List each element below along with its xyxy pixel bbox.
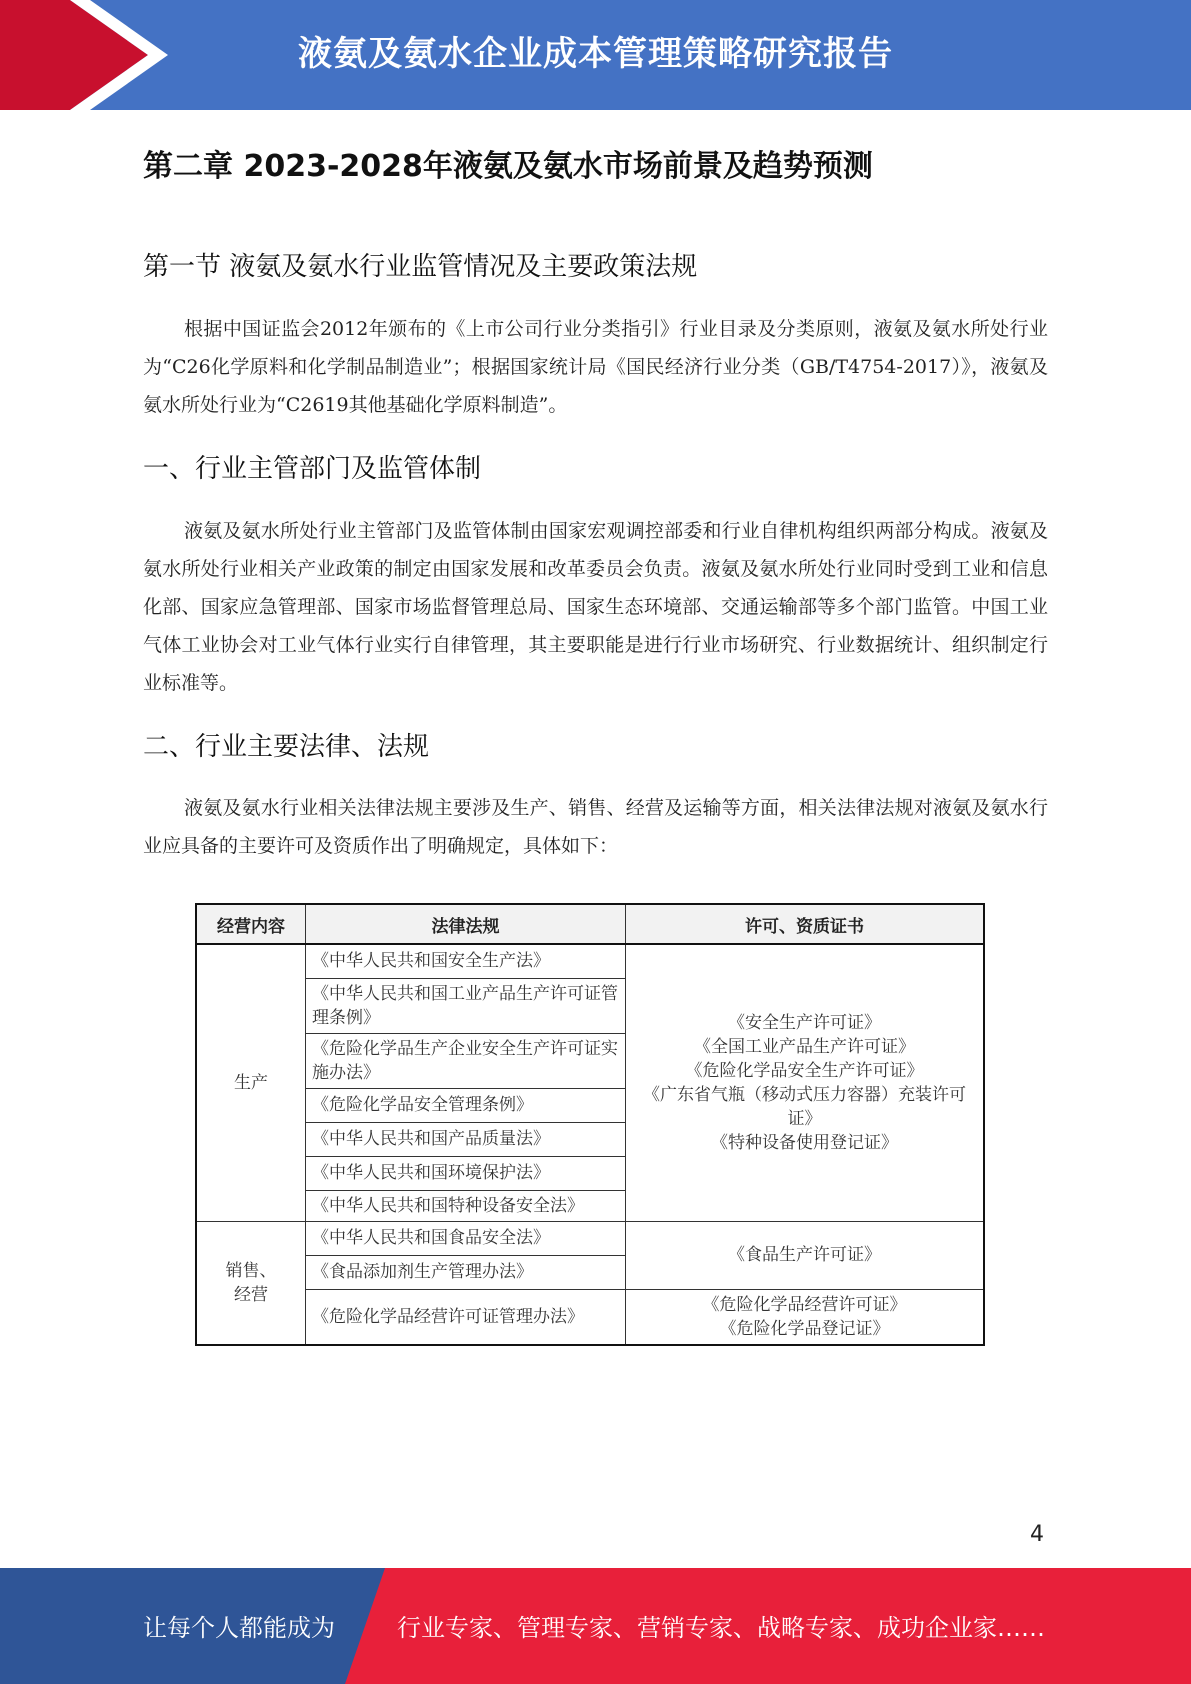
subsection-title-regulation: 一、行业主管部门及监管体制	[143, 454, 482, 484]
footer-slogan-left: 让每个人都能成为	[143, 1614, 335, 1642]
law-cell: 《中华人民共和国工业产品生产许可证管理条例》	[306, 978, 626, 1033]
license-item: 《危险化学品安全生产许可证》	[685, 1060, 924, 1081]
license-item: 《全国工业产品生产许可证》	[694, 1036, 915, 1057]
law-cell: 《中华人民共和国食品安全法》	[306, 1221, 626, 1255]
production-licenses-cell	[626, 944, 985, 1221]
hazard-licenses-cell	[626, 1289, 985, 1345]
category-sales-line1: 销售、	[225, 1260, 277, 1281]
section-title: 第一节 液氨及氨水行业监管情况及主要政策法规	[143, 252, 698, 282]
header-band	[0, 0, 1191, 110]
category-production: 生产	[196, 944, 306, 1221]
law-cell: 《中华人民共和国特种设备安全法》	[306, 1190, 626, 1221]
laws-table	[195, 903, 985, 1346]
law-cell: 《中华人民共和国环境保护法》	[306, 1156, 626, 1190]
report-title: 液氨及氨水企业成本管理策略研究报告	[298, 34, 893, 74]
law-cell: 《危险化学品经营许可证管理办法》	[306, 1289, 626, 1345]
table-header-cell: 许可、资质证书	[626, 904, 985, 944]
footer-band	[0, 1568, 1191, 1684]
table-header-cell: 经营内容	[196, 904, 306, 944]
intro-paragraph: 根据中国证监会2012年颁布的《上市公司行业分类指引》行业目录及分类原则，液氨及氨水所处行业为“C26化学原料和化学制品制造业”；根据国家统计局《国民经济行业分类（GB/T4754-2017）》，液氨及氨水所处行业为“C2619其他基础化学原料制造”。	[143, 318, 1048, 416]
footer-slogan-right: 行业专家、管理专家、营销专家、战略专家、成功企业家……	[397, 1614, 1045, 1642]
chapter-title: 第二章 2023-2028年液氨及氨水市场前景及趋势预测	[143, 149, 873, 184]
law-cell: 《中华人民共和国安全生产法》	[306, 944, 626, 978]
table-header-cell: 法律法规	[306, 904, 626, 944]
table-row	[196, 1289, 984, 1345]
license-item: 《危险化学品经营许可证》	[702, 1294, 907, 1315]
category-sales	[196, 1221, 306, 1345]
law-cell: 《食品添加剂生产管理办法》	[306, 1255, 626, 1289]
license-item: 《安全生产许可证》	[728, 1012, 881, 1033]
law-cell: 《危险化学品生产企业安全生产许可证实施办法》	[306, 1033, 626, 1088]
table-row	[196, 944, 984, 978]
table-header-row	[196, 904, 984, 944]
page-number: 4	[1030, 1522, 1044, 1547]
regulation-paragraph: 液氨及氨水所处行业主管部门及监管体制由国家宏观调控部委和行业自律机构组织两部分构成。液氨及氨水所处行业相关产业政策的制定由国家发展和改革委员会负责。液氨及氨水所处行业同时受到工业和信息化部、国家应急管理部、国家市场监督管理总局、国家生态环境部、交通运输部等多个部门监管。中国工业气体工业协会对工业气体行业实行自律管理，其主要职能是进行行业市场研究、行业数据统计、组织制定行业标准等。	[143, 520, 1048, 694]
category-sales-line2: 经营	[234, 1284, 268, 1305]
laws-paragraph: 液氨及氨水行业相关法律法规主要涉及生产、销售、经营及运输等方面，相关法律法规对液氨及氨水行业应具备的主要许可及资质作出了明确规定，具体如下：	[143, 797, 1048, 857]
law-cell: 《危险化学品安全管理条例》	[306, 1088, 626, 1122]
subsection-title-laws: 二、行业主要法律、法规	[143, 732, 430, 762]
license-item: 《广东省气瓶（移动式压力容器）充装许可证》	[643, 1084, 966, 1129]
license-item: 《危险化学品登记证》	[719, 1318, 890, 1339]
license-item: 《特种设备使用登记证》	[711, 1132, 898, 1153]
law-cell: 《中华人民共和国产品质量法》	[306, 1122, 626, 1156]
table-row	[196, 1221, 984, 1255]
food-license-cell: 《食品生产许可证》	[626, 1221, 985, 1289]
